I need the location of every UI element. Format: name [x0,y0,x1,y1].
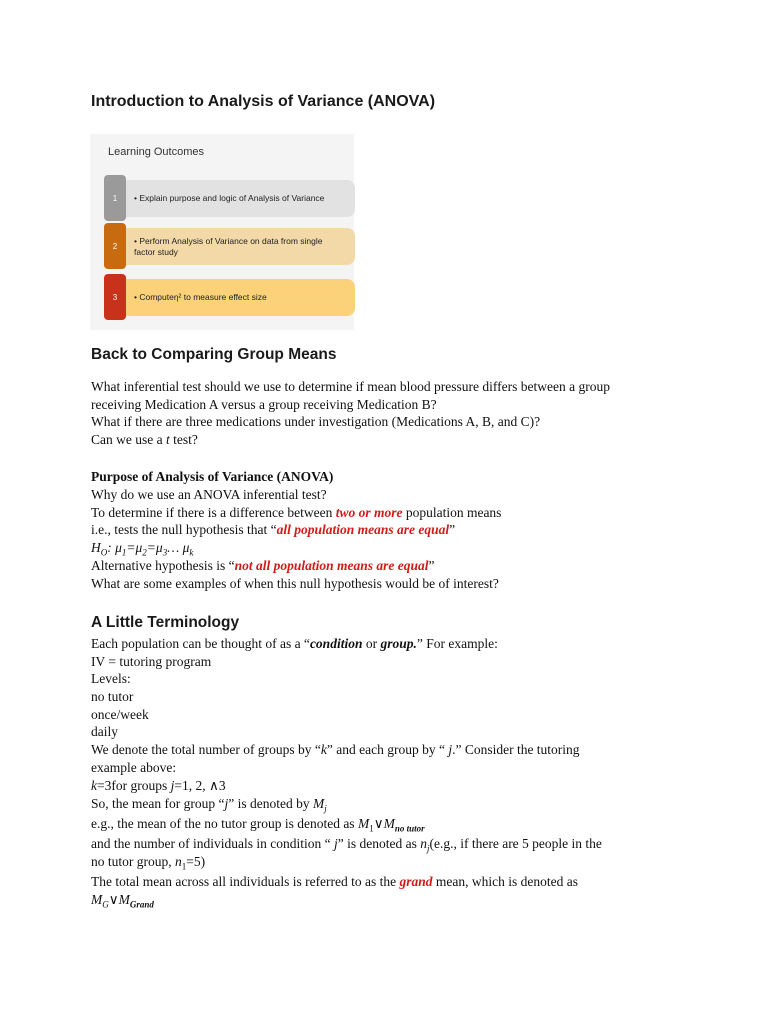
outcome-text: • Explain purpose and logic of Analysis of Variance [126,180,355,217]
paragraph-line: and the number of individuals in condition “ j” is denoted as $n_j(e.g$., if there are 5 people in the [91,836,602,854]
paragraph-line: e.g., the mean of the no tutor group is denoted as $M_1\vee M_{no tutor}$ [91,816,425,834]
paragraph-line: k=3for groups j=1, 2, ∧3 [91,778,226,793]
section-heading-terminology: A Little Terminology [91,614,240,631]
paragraph-line: What are some examples of when this null hypothesis would be of interest? [91,576,499,591]
list-item: once/week [91,707,149,722]
paragraph-line: no tutor group, $n_1=5$) [91,854,206,872]
paragraph-line: The total mean across all individuals is referred to as the grand mean, which is denoted as [91,874,579,889]
list-item: no tutor [91,689,134,704]
outcome-text: • Computeη² to measure effect size [126,279,355,316]
paragraph-line: What inferential test should we use to determine if mean blood pressure differs between a group [91,379,610,394]
paragraph-line: i.e., tests the null hypothesis that “all population means are equal” [91,522,456,537]
outcome-number: 3 [104,274,126,320]
paragraph-line: So, the mean for group “j” is denoted by $M_j$ [91,796,327,814]
null-hypothesis-equation: $H_O$: $\mu_1=\mu_2=\mu_3\dots$ $\mu_k$ [91,540,194,558]
grand-mean-notation: $M_G\vee M_{Grand}$ [91,892,154,910]
paragraph-line: To determine if there is a difference between two or more population means [91,505,502,520]
paragraph-line: IV = tutoring program [91,654,212,669]
paragraph-line: What if there are three medications under investigation (Medications A, B, and C)? [91,414,541,429]
paragraph-line: Each population can be thought of as a “condition or group.” For example: [91,636,498,651]
document-title: Introduction to Analysis of Variance (ANOVA) [91,93,436,110]
paragraph-line: example above: [91,760,177,775]
paragraph-line: Alternative hypothesis is “not all population means are equal” [91,558,435,573]
paragraph-line: Levels: [91,671,131,686]
outcome-number: 1 [104,175,126,221]
list-item: daily [91,724,118,739]
section-heading-comparing-means: Back to Comparing Group Means [91,346,337,363]
section-heading-purpose: Purpose of Analysis of Variance (ANOVA) [91,469,334,484]
learning-outcomes-figure [90,134,354,330]
paragraph-line: receiving Medication A versus a group receiving Medication B? [91,397,437,412]
paragraph-line: Can we use a t test? [91,432,198,447]
paragraph-line: Why do we use an ANOVA inferential test? [91,487,327,502]
figure-title: Learning Outcomes [108,146,204,158]
outcome-number: 2 [104,223,126,269]
paragraph-line: We denote the total number of groups by “k” and each group by “ j.” Consider the tutoring [91,742,580,757]
outcome-text: • Perform Analysis of Variance on data from single factor study [126,228,355,265]
